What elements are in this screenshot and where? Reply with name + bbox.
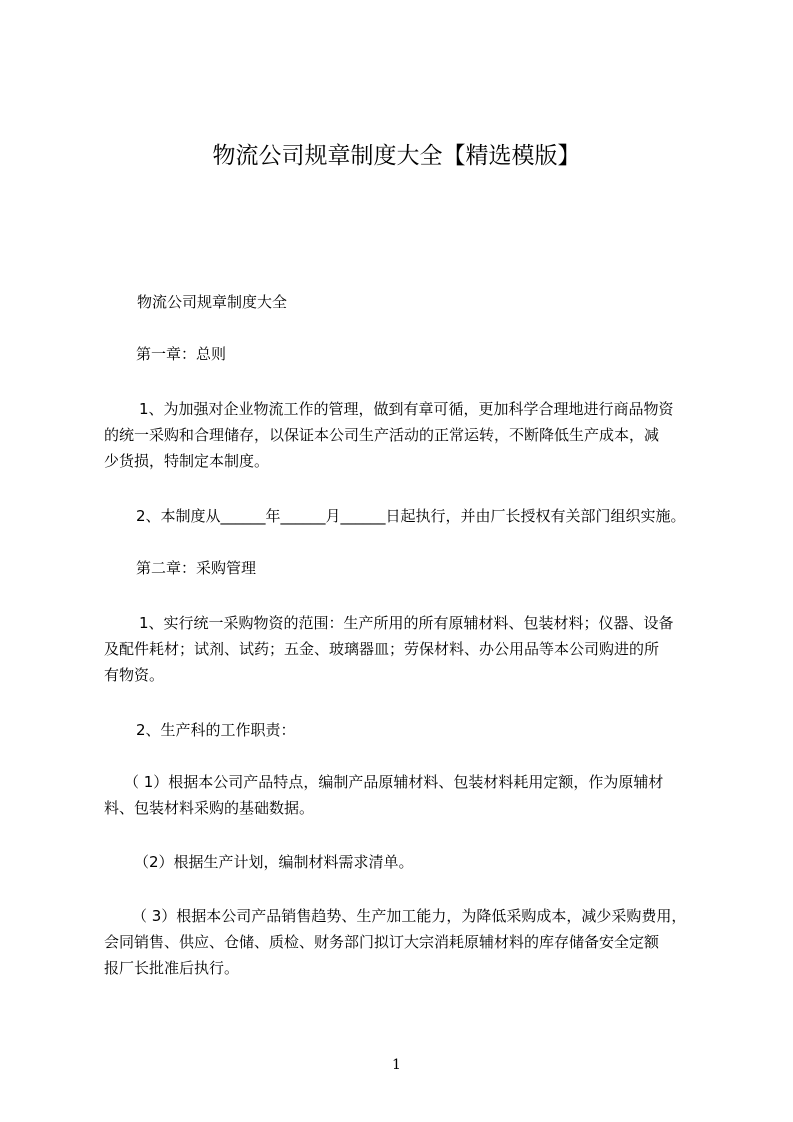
paragraph-7-line-3: 报厂长批准后执行。 [104,959,240,977]
chapter-heading-2: 第二章：采购管理 [136,559,257,577]
document-title: 物流公司规章制度大全【精选模版】 [212,143,581,169]
paragraph-3-line-2: 及配件耗材；试剂、试药；五金、玻璃器皿；劳保材料、办公用品等本公司购进的所 [104,640,660,658]
paragraph-7-line-2: 会同销售、供应、仓储、质检、财务部门拟订大宗消耗原辅材料的库存储备安全定额 [104,933,660,951]
paragraph-4: 2、生产科的工作职责： [136,721,296,739]
paragraph-3-line-1: 1、实行统一采购物资的范围：生产所用的所有原辅材料、包装材料；仪器、设备 [139,614,674,632]
paragraph-1-line-1: 1、为加强对企业物流工作的管理，做到有章可循，更加科学合理地进行商品物资 [139,400,674,418]
paragraph-1-line-2: 的统一采购和合理储存，以保证本公司生产活动的正常运转，不断降低生产成本，减 [104,426,660,444]
paragraph-5-line-1: （ 1）根据本公司产品特点，编制产品原辅材料、包装材料耗用定额，作为原辅材 [124,773,664,791]
paragraph-7-line-1: （ 3）根据本公司产品销售趋势、生产加工能力，为降低采购成本，减少采购费用， [132,907,687,925]
paragraph-1-line-3: 少货损，特制定本制度。 [104,452,270,470]
paragraph-5-line-2: 料、包装材料采购的基础数据。 [104,799,315,817]
page-number: 1 [392,1057,401,1073]
paragraph-6: （2）根据生产计划，编制材料需求清单。 [134,853,414,871]
paragraph-2: 2、本制度从______年______月______日起执行，并由厂长授权有关部门组织实施。 [136,507,686,525]
paragraph-3-line-3: 有物资。 [104,666,165,684]
chapter-heading-1: 第一章：总则 [136,345,227,363]
document-subtitle: 物流公司规章制度大全 [137,293,288,311]
